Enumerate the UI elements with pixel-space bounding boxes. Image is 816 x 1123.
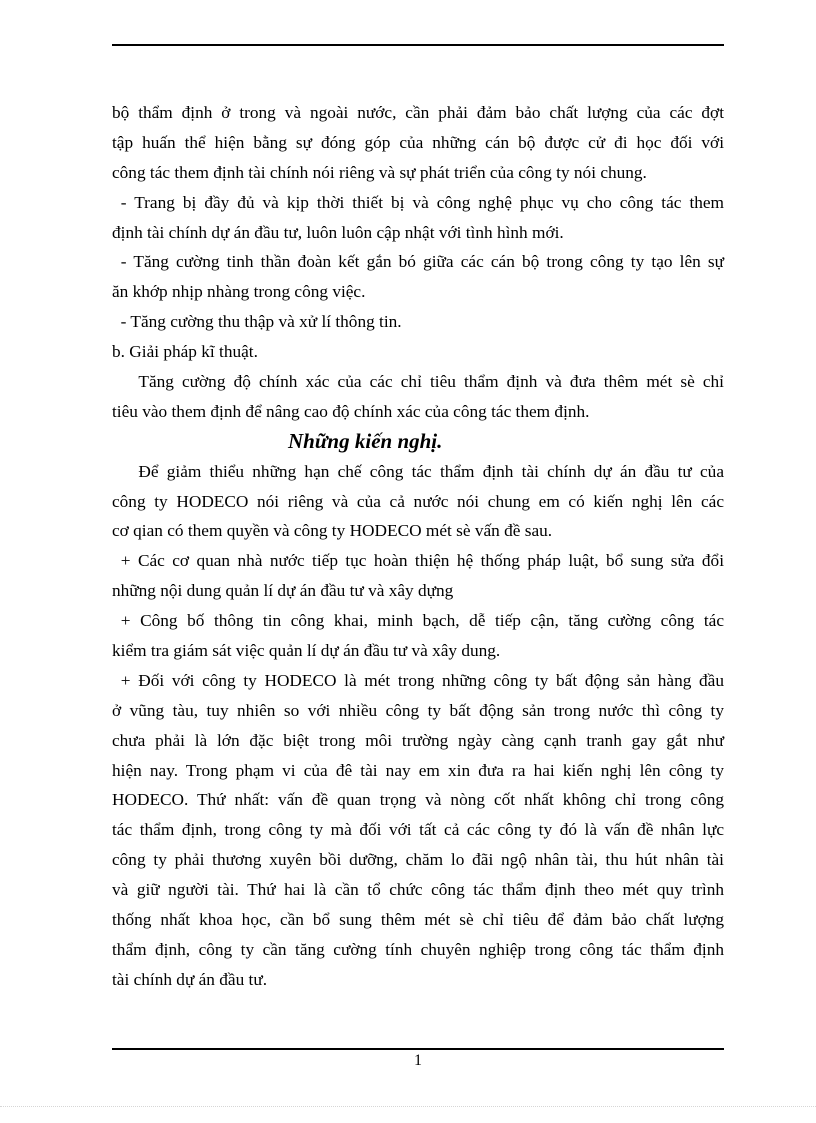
paragraph-line: hiện nay. Trong phạm vi của đê tài nay em xin đưa ra hai kiến nghị lên công ty <box>112 760 724 780</box>
paragraph-line: + Đối với công ty HODECO là mét trong những công ty bất động sản hàng đầu <box>120 670 724 690</box>
paragraph-line: những nội dung quản lí dự án đầu tư và xây dựng <box>112 581 454 601</box>
page-boundary <box>0 1106 816 1107</box>
paragraph-line: kiểm tra giám sát việc quản lí dự án đầu tư và xây dung. <box>112 641 501 661</box>
paragraph-line: tập huấn thể hiện bằng sự đóng góp của những cán bộ được cử đi học đối với <box>112 132 724 152</box>
paragraph-line: - Tăng cường tinh thần đoàn kết gắn bó giữa các cán bộ trong công ty tạo lên sự <box>120 252 724 272</box>
paragraph-line: cơ qian có them quyền và công ty HODECO mét sè vấn đề sau. <box>112 521 553 541</box>
paragraph-line: Tăng cường độ chính xác của các chỉ tiêu thẩm định và đưa thêm mét sè chỉ <box>138 372 724 392</box>
paragraph-line: + Các cơ quan nhà nước tiếp tục hoàn thiện hệ thống pháp luật, bổ sung sửa đổi <box>120 551 724 571</box>
paragraph-line: công tác them định tài chính nói riêng và sự phát triển của công ty nói chung. <box>112 162 647 182</box>
paragraph-line: chưa phải là lớn đặc biệt trong môi trường ngày càng cạnh tranh gay gắt như <box>112 730 724 750</box>
document-body <box>112 98 724 995</box>
paragraph-line: định tài chính dự án đầu tư, luôn luôn cập nhật với tình hình mới. <box>112 222 564 242</box>
paragraph-line: Để giảm thiểu những hạn chế công tác thẩm định tài chính dự án đầu tư của <box>138 461 724 481</box>
paragraph-line: thống nhất khoa học, cần bổ sung thêm mét sè chỉ tiêu để đảm bảo chất lượng <box>112 910 724 930</box>
paragraph-line: HODECO. Thứ nhất: vấn đề quan trọng và nòng cốt nhất không chỉ trong công <box>112 790 724 810</box>
section-heading: Những kiến nghị. <box>288 428 443 453</box>
paragraph-line: tài chính dự án đầu tư. <box>112 969 268 989</box>
paragraph-line: tiêu vào them định để nâng cao độ chính xác của công tác them định. <box>112 401 590 421</box>
paragraph-line: + Công bố thông tin công khai, minh bạch, dễ tiếp cận, tăng cường công tác <box>120 611 724 631</box>
paragraph-line: b. Giải pháp kĩ thuật. <box>112 342 258 362</box>
paragraph-line: bộ thẩm định ở trong và ngoài nước, cần phải đảm bảo chất lượng của các đợt <box>112 103 724 122</box>
paragraph-line: - Tăng cường thu thập và xử lí thông tin. <box>112 312 402 332</box>
paragraph-line: thẩm định, công ty cần tăng cường tính chuyên nghiệp trong công tác thẩm định <box>112 939 724 959</box>
paragraph-line: ở vũng tàu, tuy nhiên so với nhiều công ty bất động sản trong nước thì công ty <box>112 700 724 720</box>
paragraph-line: - Trang bị đầy đủ và kịp thời thiết bị và công nghệ phục vụ cho công tác them <box>120 192 724 212</box>
paragraph-line: công ty phải thương xuyên bồi dưỡng, chăm lo đãi ngộ nhân tài, thu hút nhân tài <box>112 850 724 870</box>
page-number: 1 <box>414 1052 422 1069</box>
paragraph-line: và giữ người tài. Thứ hai là cần tổ chức công tác thẩm định theo mét quy trình <box>112 880 724 900</box>
paragraph-line: công ty HODECO nói riêng và của cả nước nói chung em có kiến nghị lên các <box>112 491 724 511</box>
paragraph-line: tác thẩm định, trong công ty mà đối với tất cả các công ty đó là vấn đề nhân lực <box>112 820 724 840</box>
header-rule <box>112 44 724 46</box>
paragraph-line: ăn khớp nhịp nhàng trong công việc. <box>112 282 366 302</box>
footer-rule <box>112 1048 724 1050</box>
